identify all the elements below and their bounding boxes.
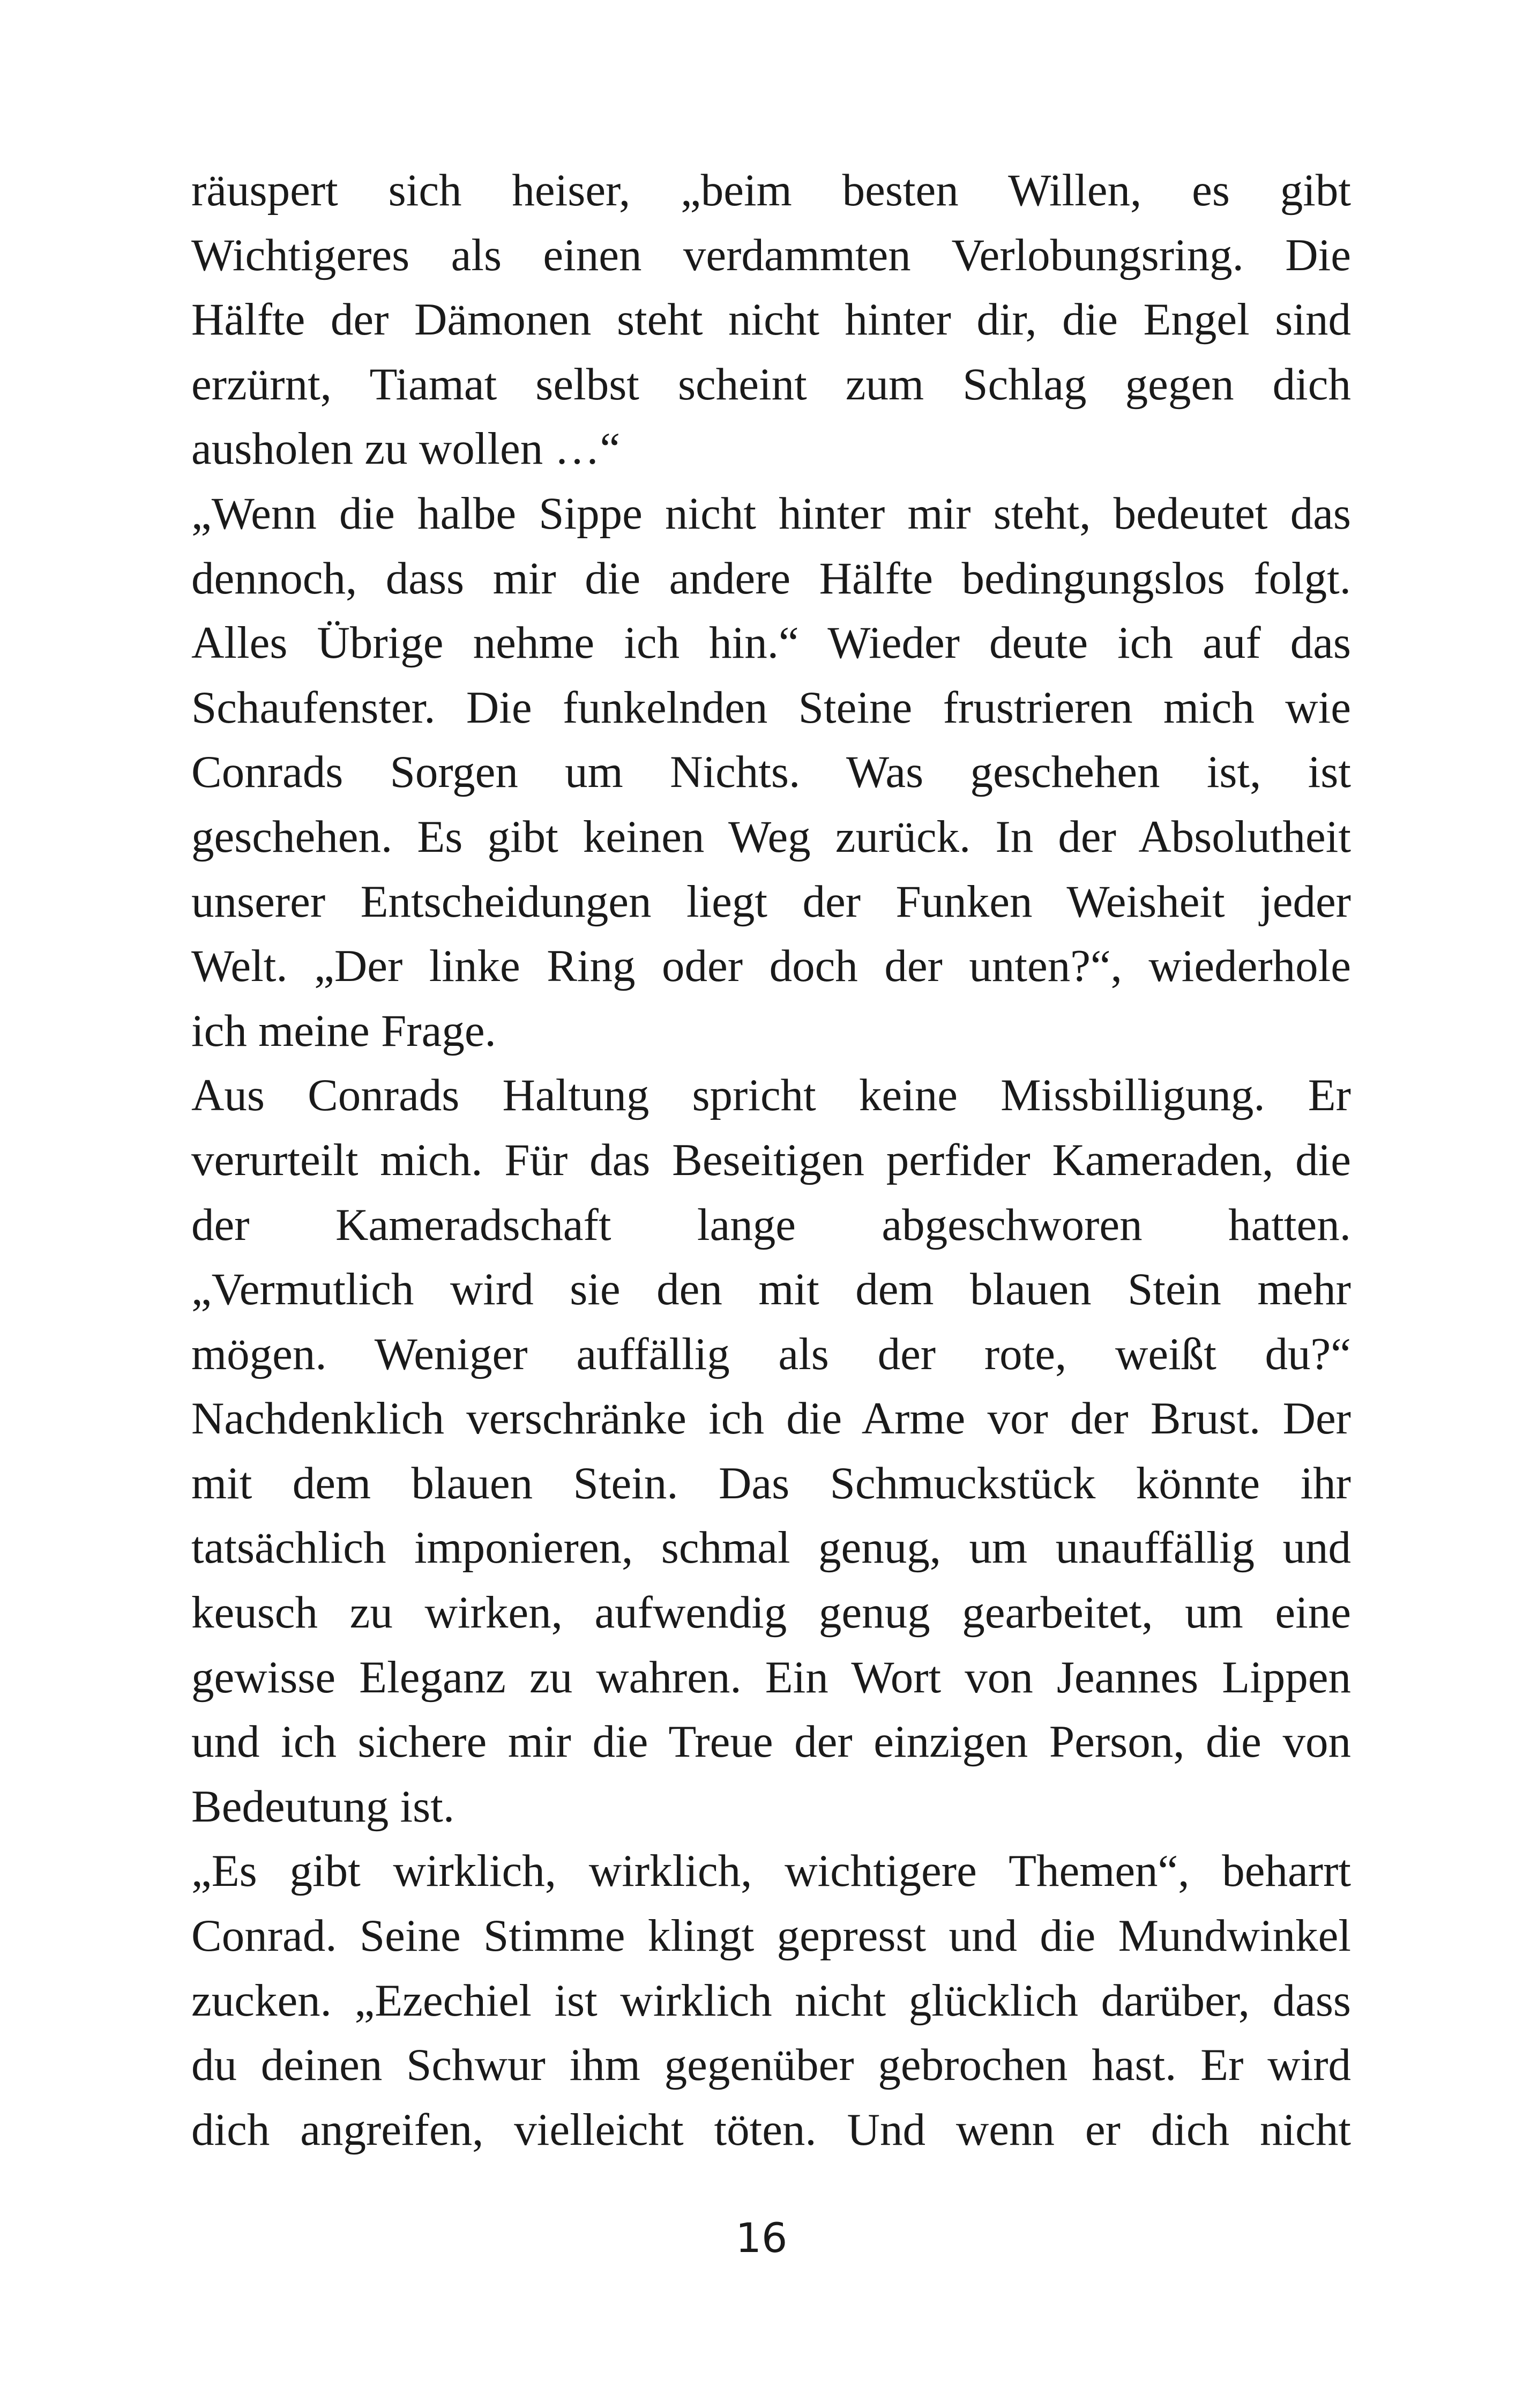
text-line: dennoch, dass mir die andere Hälfte bedingungslos folgt. — [191, 553, 1351, 604]
text-line: räuspert sich heiser, „beim besten Willen, es gibt — [191, 165, 1351, 215]
text-line: mit dem blauen Stein. Das Schmuckstück könnte ihr — [191, 1458, 1351, 1508]
text-line: „Es gibt wirklich, wirklich, wichtigere Themen“, beharrt — [191, 1846, 1351, 1897]
text-line: Aus Conrads Haltung spricht keine Missbilligung. Er — [191, 1070, 1351, 1121]
text-line: Conrad. Seine Stimme klingt gepresst und die Mundwinkel — [191, 1911, 1351, 1961]
text-line: Conrads Sorgen um Nichts. Was geschehen ist, ist — [191, 747, 1351, 798]
text-line: Alles Übrige nehme ich hin.“ Wieder deute ich auf das — [191, 618, 1351, 668]
text-line: keusch zu wirken, aufwendig genug gearbeitet, um eine — [191, 1587, 1351, 1638]
text-line: verurteilt mich. Für das Beseitigen perfider Kameraden, die — [191, 1134, 1351, 1185]
text-line: Bedeutung ist. — [191, 1781, 455, 1832]
text-line: du deinen Schwur ihm gegenüber gebrochen hast. Er wird — [191, 2040, 1351, 2091]
text-line: geschehen. Es gibt keinen Weg zurück. In der Absolutheit — [191, 811, 1351, 862]
body-text — [191, 158, 1351, 2162]
text-line: und ich sichere mir die Treue der einzigen Person, die von — [191, 1716, 1351, 1767]
text-line: der Kameradschaft lange abgeschworen hatten. — [191, 1199, 1351, 1250]
text-line: „Vermutlich wird sie den mit dem blauen Stein mehr — [191, 1264, 1351, 1315]
text-line: mögen. Weniger auffällig als der rote, weißt du?“ — [191, 1328, 1351, 1379]
text-line: tatsächlich imponieren, schmal genug, um unauffällig und — [191, 1522, 1351, 1573]
text-line: unserer Entscheidungen liegt der Funken Weisheit jeder — [191, 876, 1351, 927]
text-line: Nachdenklich verschränke ich die Arme vor der Brust. Der — [191, 1393, 1351, 1444]
text-line: ausholen zu wollen …“ — [191, 423, 621, 474]
text-line: erzürnt, Tiamat selbst scheint zum Schlag gegen dich — [191, 359, 1351, 410]
text-line: „Wenn die halbe Sippe nicht hinter mir steht, bedeutet das — [191, 488, 1351, 539]
page-number: 16 — [735, 2214, 788, 2262]
text-line: Hälfte der Dämonen steht nicht hinter dir, die Engel sind — [191, 294, 1351, 345]
text-line: ich meine Frage. — [191, 1005, 496, 1056]
text-line: Welt. „Der linke Ring oder doch der unten?“, wiederhole — [191, 941, 1351, 992]
text-line: Wichtigeres als einen verdammten Verlobungsring. Die — [191, 229, 1351, 280]
text-line: dich angreifen, vielleicht töten. Und wenn er dich nicht — [191, 2104, 1351, 2155]
text-line: zucken. „Ezechiel ist wirklich nicht glücklich darüber, dass — [191, 1975, 1351, 2026]
text-line: Schaufenster. Die funkelnden Steine frustrieren mich wie — [191, 682, 1351, 733]
text-line: gewisse Eleganz zu wahren. Ein Wort von Jeannes Lippen — [191, 1652, 1351, 1703]
